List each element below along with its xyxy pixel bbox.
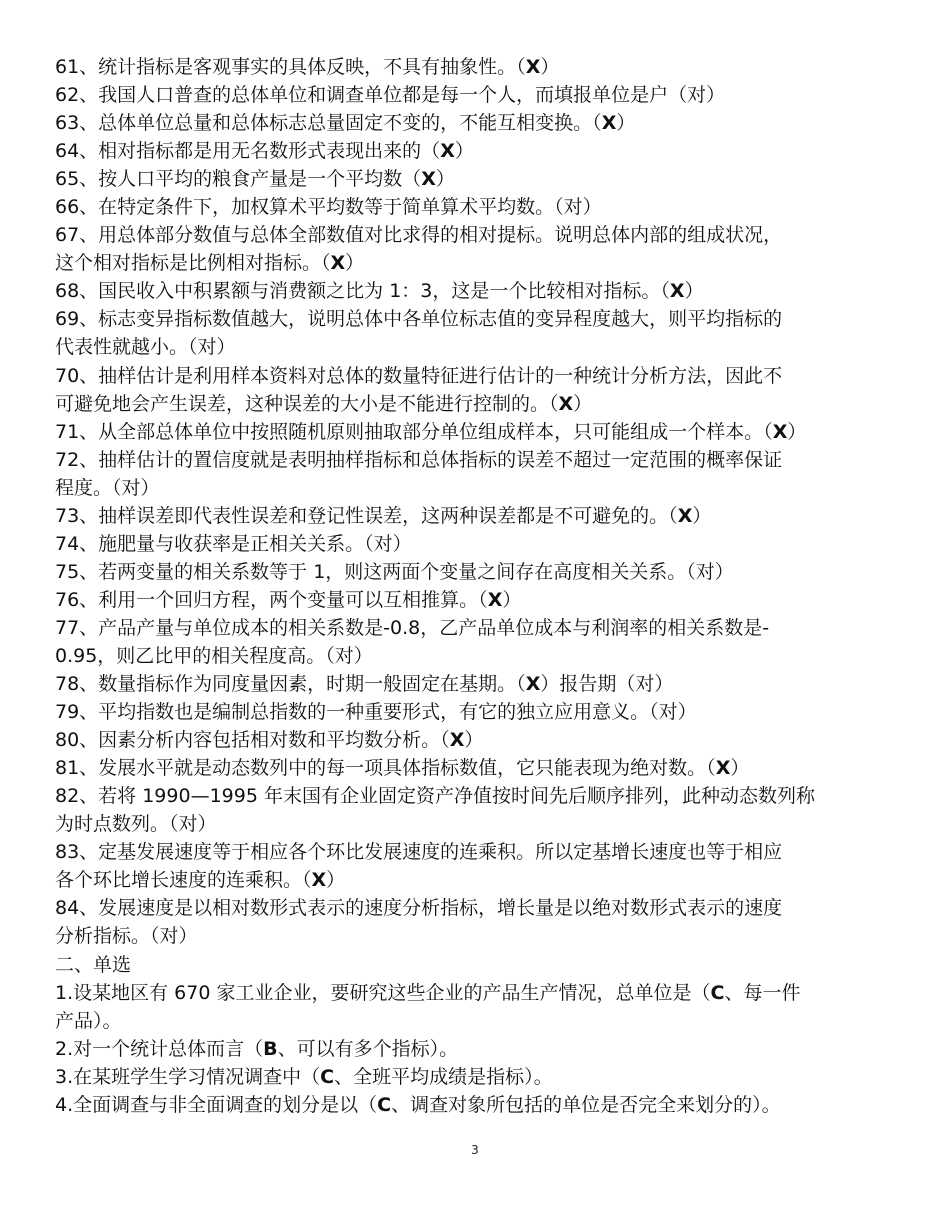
text-line: 72、抽样估计的置信度就是表明抽样指标和总体指标的误差不超过一定范围的概率保证 bbox=[55, 448, 783, 471]
text-line: 74、施肥量与收获率是正相关关系。（对） bbox=[55, 532, 412, 555]
text-line: 0.95，则乙比甲的相关程度高。（对） bbox=[55, 644, 373, 667]
text-line: 可避免地会产生误差，这种误差的大小是不能进行控制的。（X） bbox=[55, 392, 593, 415]
text-line: 76、利用一个回归方程，两个变量可以互相推算。（X） bbox=[55, 588, 522, 611]
text-line: 1.设某地区有 670 家工业企业，要研究这些企业的产品生产情况，总单位是（C、每一件 bbox=[55, 981, 801, 1004]
text-line: 这个相对指标是比例相对指标。（X） bbox=[55, 252, 365, 275]
text-line: 69、标志变异指标数值越大，说明总体中各单位标志值的变异程度越大，则平均指标的 bbox=[55, 308, 783, 331]
text-line: 75、若两变量的相关系数等于 1，则这两面个变量之间存在高度相关关系。（对） bbox=[55, 560, 734, 583]
text-line: 各个环比增长速度的连乘积。（X） bbox=[55, 869, 346, 892]
text-line: 代表性就越小。（对） bbox=[55, 336, 236, 359]
text-line: 77、产品产量与单位成本的相关系数是-0.8，乙产品单位成本与利润率的相关系数是- bbox=[55, 616, 770, 639]
text-line: 66、在特定条件下，加权算术平均数等于简单算术平均数。（对） bbox=[55, 196, 602, 219]
text-line: 分析指标。（对） bbox=[55, 925, 198, 948]
page-number: 3 bbox=[471, 1143, 479, 1157]
text-line: 65、按人口平均的粮食产量是一个平均数（X） bbox=[55, 168, 455, 191]
text-line: 78、数量指标作为同度量因素，时期一般固定在基期。（X）报告期（对） bbox=[55, 673, 674, 696]
text-line: 产品）。 bbox=[55, 1009, 122, 1032]
text-line: 79、平均指数也是编制总指数的一种重要形式，有它的独立应用意义。（对） bbox=[55, 701, 697, 724]
text-line: 81、发展水平就是动态数列中的每一项具体指标数值，它只能表现为绝对数。（X） bbox=[55, 757, 750, 780]
text-line: 71、从全部总体单位中按照随机原则抽取部分单位组成样本，只可能组成一个样本。（X） bbox=[55, 420, 807, 443]
text-line: 80、因素分析内容包括相对数和平均数分析。（X） bbox=[55, 729, 484, 752]
text-line: 61、统计指标是客观事实的具体反映，不具有抽象性。（X） bbox=[55, 56, 560, 78]
text-line: 程度。（对） bbox=[55, 476, 160, 499]
text-line: 64、相对指标都是用无名数形式表现出来的（X） bbox=[55, 140, 474, 163]
section-heading: 二、单选 bbox=[55, 953, 132, 976]
text-line: 为时点数列。（对） bbox=[55, 813, 217, 836]
text-line: 4.全面调查与非全面调查的划分是以（C、调查对象所包括的单位是否完全来划分的）。 bbox=[55, 1093, 781, 1116]
text-line: 2.对一个统计总体而言（B、可以有多个指标）。 bbox=[55, 1037, 459, 1060]
text-line: 82、若将 1990—1995 年末国有企业固定资产净值按时间先后顺序排列，此种动态数列称 bbox=[55, 785, 815, 808]
text-line: 83、定基发展速度等于相应各个环比发展速度的连乘积。所以定基增长速度也等于相应 bbox=[55, 841, 783, 864]
text-line: 3.在某班学生学习情况调查中（C、全班平均成绩是指标）。 bbox=[55, 1065, 553, 1088]
document-body bbox=[55, 53, 913, 1119]
text-line: 63、总体单位总量和总体标志总量固定不变的，不能互相变换。（X） bbox=[55, 112, 636, 135]
text-line: 67、用总体部分数值与总体全部数值对比求得的相对提标。说明总体内部的组成状况， bbox=[55, 224, 783, 247]
text-line: 62、我国人口普查的总体单位和调查单位都是每一个人，而填报单位是户（对） bbox=[55, 84, 726, 107]
text-line: 84、发展速度是以相对数形式表示的速度分析指标，增长量是以绝对数形式表示的速度 bbox=[55, 897, 783, 920]
text-line: 73、抽样误差即代表性误差和登记性误差，这两种误差都是不可避免的。（X） bbox=[55, 504, 712, 527]
text-line: 70、抽样估计是利用样本资料对总体的数量特征进行估计的一种统计分析方法，因此不 bbox=[55, 364, 783, 387]
text-line: 68、国民收入中积累额与消费额之比为 1：3，这是一个比较相对指标。（X） bbox=[55, 280, 704, 303]
